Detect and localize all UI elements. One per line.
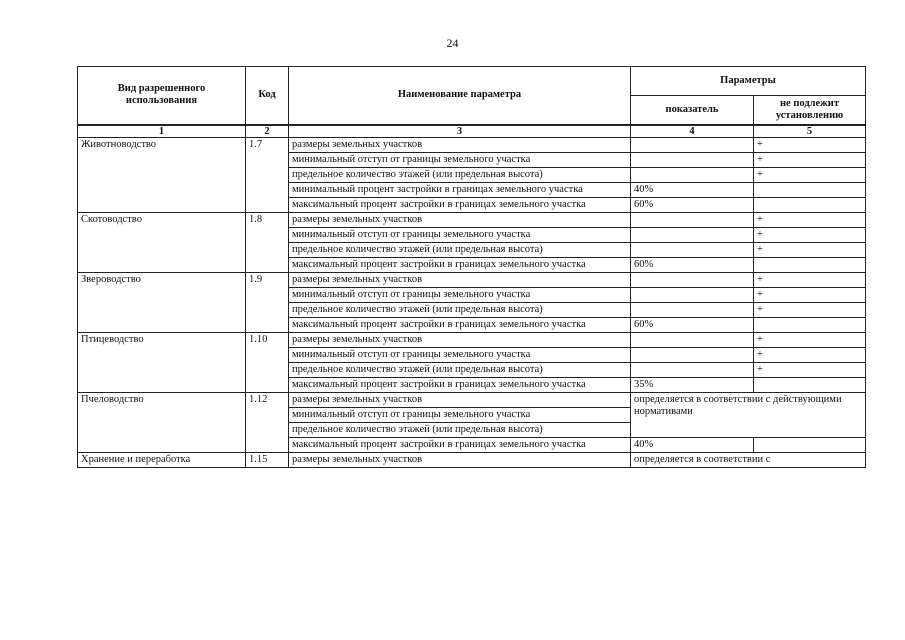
header-params: Параметры xyxy=(631,67,866,96)
value-cell: 60% xyxy=(631,197,754,212)
param-name-cell: максимальный процент застройки в границах земельного участка xyxy=(289,377,631,392)
not-set-mark: + xyxy=(754,332,866,347)
param-name-cell: предельное количество этажей (или предельная высота) xyxy=(289,302,631,317)
value-cell xyxy=(631,152,754,167)
code-cell: 1.10 xyxy=(246,332,289,392)
header-use-type: Вид разрешенного использования xyxy=(78,67,246,125)
table-row xyxy=(78,272,866,287)
param-name-cell: минимальный отступ от границы земельного участка xyxy=(289,152,631,167)
not-set-mark: + xyxy=(754,167,866,182)
table-row xyxy=(78,392,866,407)
not-set-mark: + xyxy=(754,152,866,167)
value-cell: 40% xyxy=(631,182,754,197)
param-name-cell: размеры земельных участков xyxy=(289,212,631,227)
column-number-row xyxy=(78,125,866,138)
header-param-name: Наименование параметра xyxy=(289,67,631,125)
not-set-mark: + xyxy=(754,137,866,152)
not-set-mark xyxy=(754,182,866,197)
not-set-mark xyxy=(754,317,866,332)
param-name-cell: предельное количество этажей (или предельная высота) xyxy=(289,362,631,377)
col-number: 3 xyxy=(289,125,631,138)
param-name-cell: размеры земельных участков xyxy=(289,332,631,347)
use-type-cell: Пчеловодство xyxy=(78,392,246,452)
table-row xyxy=(78,332,866,347)
use-type-cell: Скотоводство xyxy=(78,212,246,272)
not-set-mark xyxy=(754,437,866,452)
param-name-cell: предельное количество этажей (или предельная высота) xyxy=(289,167,631,182)
not-set-mark xyxy=(754,257,866,272)
param-name-cell: максимальный процент застройки в границах земельного участка xyxy=(289,197,631,212)
not-set-mark: + xyxy=(754,212,866,227)
parameters-table xyxy=(77,66,866,468)
param-name-cell: предельное количество этажей (или предельная высота) xyxy=(289,242,631,257)
header-not-set: не подлежит установлению xyxy=(754,96,866,125)
value-cell xyxy=(631,362,754,377)
value-cell xyxy=(631,272,754,287)
not-set-mark: + xyxy=(754,362,866,377)
param-name-cell: предельное количество этажей (или предельная высота) xyxy=(289,422,631,437)
merged-norms-cell: определяется в соответствии с действующими нормативами xyxy=(631,392,866,437)
use-type-cell: Животноводство xyxy=(78,137,246,212)
value-cell: 60% xyxy=(631,257,754,272)
not-set-mark: + xyxy=(754,272,866,287)
value-cell xyxy=(631,242,754,257)
not-set-mark: + xyxy=(754,302,866,317)
page-number: 24 xyxy=(446,36,459,50)
value-cell xyxy=(631,302,754,317)
value-cell: 40% xyxy=(631,437,754,452)
value-cell xyxy=(631,212,754,227)
table-row xyxy=(78,137,866,152)
param-name-cell: размеры земельных участков xyxy=(289,392,631,407)
code-cell: 1.15 xyxy=(246,452,289,467)
value-cell xyxy=(631,137,754,152)
param-name-cell: минимальный отступ от границы земельного участка xyxy=(289,227,631,242)
table-row xyxy=(78,212,866,227)
use-type-cell: Птицеводство xyxy=(78,332,246,392)
header-indicator: показатель xyxy=(631,96,754,125)
value-cell xyxy=(631,332,754,347)
col-number: 2 xyxy=(246,125,289,138)
col-number: 5 xyxy=(754,125,866,138)
param-name-cell: размеры земельных участков xyxy=(289,137,631,152)
table-body xyxy=(78,137,866,467)
not-set-mark: + xyxy=(754,347,866,362)
param-name-cell: максимальный процент застройки в границах земельного участка xyxy=(289,437,631,452)
code-cell: 1.9 xyxy=(246,272,289,332)
value-cell xyxy=(631,167,754,182)
col-number: 4 xyxy=(631,125,754,138)
param-name-cell: минимальный отступ от границы земельного участка xyxy=(289,407,631,422)
param-name-cell: максимальный процент застройки в границах земельного участка xyxy=(289,317,631,332)
not-set-mark: + xyxy=(754,242,866,257)
not-set-mark xyxy=(754,197,866,212)
code-cell: 1.8 xyxy=(246,212,289,272)
value-cell xyxy=(631,227,754,242)
value-cell: 35% xyxy=(631,377,754,392)
value-cell: определяется в соответствии с xyxy=(631,452,866,467)
param-name-cell: минимальный процент застройки в границах земельного участка xyxy=(289,182,631,197)
code-cell: 1.12 xyxy=(246,392,289,452)
not-set-mark: + xyxy=(754,287,866,302)
table-row xyxy=(78,452,866,467)
use-type-cell: Звероводство xyxy=(78,272,246,332)
not-set-mark xyxy=(754,377,866,392)
value-cell xyxy=(631,347,754,362)
value-cell xyxy=(631,287,754,302)
param-name-cell: минимальный отступ от границы земельного участка xyxy=(289,347,631,362)
code-cell: 1.7 xyxy=(246,137,289,212)
header-code: Код xyxy=(246,67,289,125)
use-type-cell: Хранение и переработка xyxy=(78,452,246,467)
value-cell: 60% xyxy=(631,317,754,332)
param-name-cell: размеры земельных участков xyxy=(289,452,631,467)
param-name-cell: размеры земельных участков xyxy=(289,272,631,287)
param-name-cell: минимальный отступ от границы земельного участка xyxy=(289,287,631,302)
not-set-mark: + xyxy=(754,227,866,242)
param-name-cell: максимальный процент застройки в границах земельного участка xyxy=(289,257,631,272)
col-number: 1 xyxy=(78,125,246,138)
